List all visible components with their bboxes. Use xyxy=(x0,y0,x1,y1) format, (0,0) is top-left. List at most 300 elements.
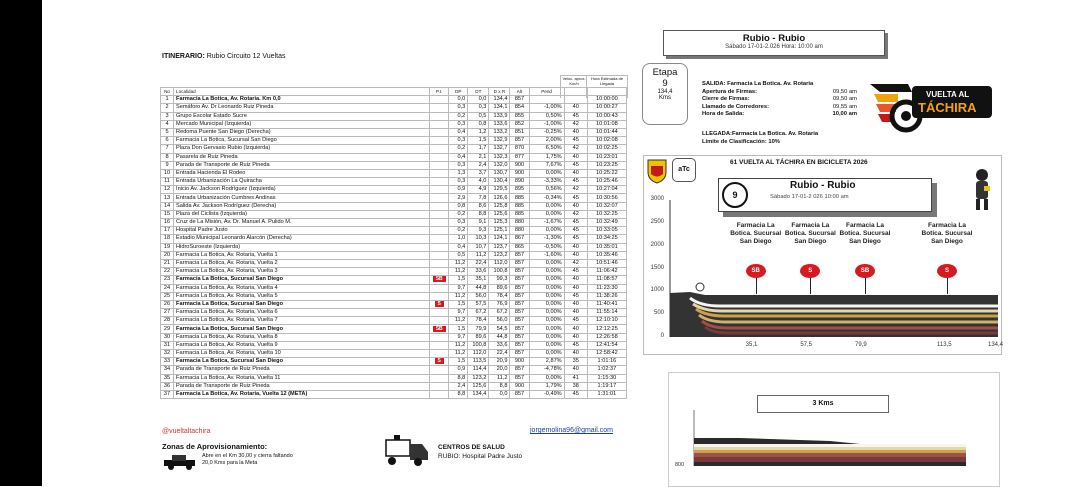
cell-location: Farmacia La Botica, Av. Rotaria, Vuelta 12 (META) xyxy=(174,390,430,398)
col-alt: Alt xyxy=(510,88,529,96)
cell-dt: 79,9 xyxy=(468,325,489,333)
cell-location: Parada de Transporte de Ruiz Pineda xyxy=(174,382,430,390)
cell-velocity: 40 xyxy=(564,333,587,341)
cell-pi xyxy=(430,341,449,349)
cell-alt: 857 xyxy=(510,292,529,300)
cell-dt: 4,0 xyxy=(468,178,489,186)
cell-dxr: 20,0 xyxy=(489,366,510,374)
table-row xyxy=(161,251,627,259)
svg-text:VUELTA AL: VUELTA AL xyxy=(926,90,970,99)
table-row xyxy=(161,202,627,210)
left-black-bar xyxy=(0,0,42,486)
cell-alt: 857 xyxy=(510,309,529,317)
table-row xyxy=(161,382,627,390)
cell-location: Estadio Municipal Leonardo Alarcón (Derecha) xyxy=(174,235,430,243)
cell-velocity: 42 xyxy=(564,210,587,218)
cell-dt: 56,0 xyxy=(468,292,489,300)
cell-location: Salida Av. Jackson Rodríguez (Derecha) xyxy=(174,202,430,210)
cell-velocity: 41 xyxy=(564,374,587,382)
cell-dt: 113,5 xyxy=(468,358,489,366)
cell-location: Farmacia La Botica, Av. Rotaria. Km 0,0 xyxy=(174,96,430,104)
cell-pend: 0,00% xyxy=(529,259,564,267)
cell-velocity: 40 xyxy=(564,153,587,161)
cell-alt: 857 xyxy=(510,251,529,259)
cell-dp: 2,4 xyxy=(449,382,468,390)
cell-dxr: 22,4 xyxy=(489,350,510,358)
cell-dp: 9,7 xyxy=(449,284,468,292)
cell-dp: 0,4 xyxy=(449,243,468,251)
cell-velocity: 40 xyxy=(564,169,587,177)
x-tick-label: 57,5 xyxy=(800,342,812,348)
cell-number: 15 xyxy=(161,210,174,218)
cell-pend: 0,00% xyxy=(529,169,564,177)
cell-alt: 854 xyxy=(510,104,529,112)
cell-dt: 123,2 xyxy=(468,374,489,382)
cell-alt: 857 xyxy=(510,276,529,284)
cell-alt: 857 xyxy=(510,284,529,292)
table-row xyxy=(161,268,627,276)
cell-time: 10:23:25 xyxy=(587,161,626,169)
cell-velocity: 45 xyxy=(564,341,587,349)
poi-badge: S xyxy=(800,264,820,278)
cell-number: 37 xyxy=(161,390,174,398)
cell-velocity: 45 xyxy=(564,227,587,235)
cell-pend: 0,00% xyxy=(529,374,564,382)
cell-pi xyxy=(430,186,449,194)
cell-location: Farmacia La Botica, Av. Rotaria, Vuelta 11 xyxy=(174,374,430,382)
cell-pend: 0,50% xyxy=(529,112,564,120)
cell-velocity: 40 xyxy=(564,104,587,112)
cell-pend: 0,00% xyxy=(529,325,564,333)
x-tick-label: 134,4 xyxy=(988,342,1004,348)
cell-number: 7 xyxy=(161,145,174,153)
poi-label: Farmacia La Botica. Sucursal San Diego xyxy=(730,222,782,245)
cell-pi xyxy=(430,120,449,128)
cell-pi xyxy=(430,178,449,186)
cell-dxr: 126,6 xyxy=(489,194,510,202)
cell-time: 12:12:25 xyxy=(587,325,626,333)
header-velocidad: Veloc. aprox. Km/h xyxy=(560,75,588,98)
cell-pi xyxy=(430,235,449,243)
cell-dt: 100,8 xyxy=(468,341,489,349)
cell-dp: 0,3 xyxy=(449,219,468,227)
cell-pi xyxy=(430,300,449,308)
mascot-icon xyxy=(971,168,993,212)
cell-dxr: 133,9 xyxy=(489,112,510,120)
cell-dxr: 125,8 xyxy=(489,202,510,210)
table-row xyxy=(161,194,627,202)
cell-velocity: 40 xyxy=(564,284,587,292)
poi-label: Farmacia La Botica. Sucursal San Diego xyxy=(784,222,836,245)
cell-pi xyxy=(430,194,449,202)
table-row xyxy=(161,276,627,284)
cell-dxr: 133,2 xyxy=(489,128,510,136)
cell-pi xyxy=(430,317,449,325)
cell-pi xyxy=(430,333,449,341)
cell-pend: -3,33% xyxy=(529,178,564,186)
cell-dt: 0,0 xyxy=(468,96,489,104)
cell-pend: 0,56% xyxy=(529,186,564,194)
cell-alt: 870 xyxy=(510,145,529,153)
departure-row: Cierre de Firmas: 09,50 am xyxy=(702,96,857,103)
cell-time: 12:10:10 xyxy=(587,317,626,325)
cell-number: 32 xyxy=(161,350,174,358)
cell-location: Pasarela de Ruiz Pineda xyxy=(174,153,430,161)
cell-location: Entrada Urbanización La Quiracha xyxy=(174,178,430,186)
cell-dt: 0,3 xyxy=(468,104,489,112)
cell-location: Redoma Puente San Diego (Derecha) xyxy=(174,128,430,136)
cell-pend: -1,00% xyxy=(529,104,564,112)
x-tick-label: 35,1 xyxy=(745,342,758,348)
table-row xyxy=(161,341,627,349)
cell-number: 36 xyxy=(161,382,174,390)
cell-dt: 10,7 xyxy=(468,243,489,251)
stage-label: Etapa xyxy=(652,67,678,78)
cell-velocity: 45 xyxy=(564,268,587,276)
cell-pi xyxy=(430,390,449,398)
cell-dxr: 123,7 xyxy=(489,243,510,251)
departure-row: Llamado de Corredores: 09,55 am xyxy=(702,103,857,110)
cell-velocity: 40 xyxy=(564,300,587,308)
cell-dxr: 134,1 xyxy=(489,104,510,112)
cell-pi xyxy=(430,161,449,169)
cell-dp: 0,9 xyxy=(449,366,468,374)
col-localidad: Localidad xyxy=(174,88,430,96)
cell-dxr: 8,8 xyxy=(489,382,510,390)
poi-badge: SB xyxy=(855,264,875,278)
cell-dxr: 130,7 xyxy=(489,169,510,177)
table-row xyxy=(161,153,627,161)
cell-alt: 857 xyxy=(510,325,529,333)
cell-dxr: 132,0 xyxy=(489,161,510,169)
table-row xyxy=(161,137,627,145)
cell-location: Hospital Padre Justo xyxy=(174,227,430,235)
health-centers xyxy=(438,443,522,461)
cell-dt: 0,5 xyxy=(468,112,489,120)
cell-alt: 885 xyxy=(510,202,529,210)
cell-number: 22 xyxy=(161,268,174,276)
cell-time: 10:32:49 xyxy=(587,219,626,227)
cell-time: 10:00:27 xyxy=(587,104,626,112)
finish-profile-ytick: 800 xyxy=(675,462,685,468)
cell-number: 2 xyxy=(161,104,174,112)
table-row xyxy=(161,366,627,374)
cell-dp: 0,2 xyxy=(449,210,468,218)
cell-dt: 89,6 xyxy=(468,333,489,341)
contact-email-link[interactable]: jorgemolina96@gmail.com xyxy=(530,427,613,434)
cell-dt: 67,2 xyxy=(468,309,489,317)
cell-velocity: 42 xyxy=(564,186,587,194)
cell-velocity: 45 xyxy=(564,178,587,186)
cell-dt: 9,3 xyxy=(468,227,489,235)
cell-pend: 0,00% xyxy=(529,300,564,308)
cell-velocity: 45 xyxy=(564,161,587,169)
cell-pend: 2,87% xyxy=(529,358,564,366)
table-row xyxy=(161,333,627,341)
cell-alt: 857 xyxy=(510,300,529,308)
cell-pend: 0,00% xyxy=(529,341,564,349)
cell-velocity: 45 xyxy=(564,235,587,243)
stage-distance: 134,4 xyxy=(657,89,673,95)
cell-alt: 857 xyxy=(510,366,529,374)
cell-dt: 4,9 xyxy=(468,186,489,194)
atc-logo-icon: aTc xyxy=(672,158,696,182)
y-tick-label: 2000 xyxy=(650,241,664,248)
itinerary-table xyxy=(160,87,627,399)
cell-pi xyxy=(430,309,449,317)
supply-zones-line1: Abre en el Km 30,00 y cierra faltando xyxy=(202,453,293,459)
cell-time: 10:23:01 xyxy=(587,153,626,161)
cell-location: Farmacia La Botica, Av. Rotaria, Vuelta 5 xyxy=(174,292,430,300)
sprint-badge: S xyxy=(435,301,444,307)
cell-pi xyxy=(430,112,449,120)
cell-location: Farmacia La Botica, Sucursal San Diego xyxy=(174,358,430,366)
cell-number: 16 xyxy=(161,219,174,227)
cell-alt: 855 xyxy=(510,112,529,120)
cell-time: 10:00:43 xyxy=(587,112,626,120)
table-row xyxy=(161,284,627,292)
cell-dxr: 54,5 xyxy=(489,325,510,333)
cell-alt: 857 xyxy=(510,374,529,382)
cell-number: 25 xyxy=(161,292,174,300)
cell-alt: 857 xyxy=(510,317,529,325)
cell-pend: -1,00% xyxy=(529,120,564,128)
cell-number: 8 xyxy=(161,153,174,161)
cell-dp: 1,5 xyxy=(449,300,468,308)
poi-badge: S xyxy=(937,264,957,278)
cell-number: 30 xyxy=(161,333,174,341)
table-row xyxy=(161,104,627,112)
cell-location: Parada de Transporte de Ruiz Pineda xyxy=(174,366,430,374)
cell-location: HidroSuroeste (Izquierda) xyxy=(174,243,430,251)
cell-pi xyxy=(430,219,449,227)
itinerary-label: ITINERARIO: xyxy=(162,53,205,60)
cell-dxr: 33,6 xyxy=(489,341,510,349)
poi-label: Farmacia La Botica. Sucursal San Diego xyxy=(921,222,973,245)
cell-number: 33 xyxy=(161,358,174,366)
cell-number: 6 xyxy=(161,137,174,145)
cell-number: 27 xyxy=(161,309,174,317)
departure-row: Apertura de Firmas: 09,50 am xyxy=(702,88,857,95)
cell-dp: 0,3 xyxy=(449,137,468,145)
cell-location: Farmacia La Botica, Sucursal San Diego xyxy=(174,300,430,308)
table-row xyxy=(161,210,627,218)
cell-pend: 1,79% xyxy=(529,382,564,390)
cell-pend: 1,75% xyxy=(529,153,564,161)
cell-velocity xyxy=(564,96,587,104)
table-row xyxy=(161,178,627,186)
departure-info xyxy=(702,81,857,119)
cell-pend: -1,60% xyxy=(529,251,564,259)
cell-dp: 1,0 xyxy=(449,235,468,243)
cell-dxr: 78,4 xyxy=(489,292,510,300)
cell-pi xyxy=(430,128,449,136)
cell-pi xyxy=(430,169,449,177)
cell-velocity: 42 xyxy=(564,259,587,267)
table-row xyxy=(161,317,627,325)
cell-number: 3 xyxy=(161,112,174,120)
cell-alt: 900 xyxy=(510,169,529,177)
cell-dt: 125,6 xyxy=(468,382,489,390)
cell-dxr: 99,3 xyxy=(489,276,510,284)
cell-time: 12:58:42 xyxy=(587,350,626,358)
cell-dt: 7,8 xyxy=(468,194,489,202)
cell-dxr: 125,6 xyxy=(489,210,510,218)
cell-time: 12:26:58 xyxy=(587,333,626,341)
cell-dxr: 132,7 xyxy=(489,145,510,153)
cell-pend: -4,78% xyxy=(529,366,564,374)
cell-pend: -0,50% xyxy=(529,243,564,251)
cell-time: 1:02:37 xyxy=(587,366,626,374)
cell-pi xyxy=(430,153,449,161)
cell-alt: 852 xyxy=(510,120,529,128)
cell-dxr: 132,9 xyxy=(489,137,510,145)
cell-number: 28 xyxy=(161,317,174,325)
cell-dt: 3,7 xyxy=(468,169,489,177)
cell-pi xyxy=(430,227,449,235)
cell-dt: 57,5 xyxy=(468,300,489,308)
table-row xyxy=(161,112,627,120)
header-hora: Hora Estimada de Llegada xyxy=(586,75,628,98)
cell-dxr: 124,1 xyxy=(489,235,510,243)
cell-alt: 857 xyxy=(510,350,529,358)
cell-location: Farmacia La Botica, Av. Rotaria, Vuelta 2 xyxy=(174,259,430,267)
supply-zones-line2: 20,0 Kms para la Meta xyxy=(202,460,258,466)
cell-dp: 0,2 xyxy=(449,112,468,120)
table-row xyxy=(161,374,627,382)
cell-pi xyxy=(430,243,449,251)
cell-location: Grupo Escolar Estado Sucre xyxy=(174,112,430,120)
cell-location: Farmacia La Botica, Av. Rotaria, Vuelta 8 xyxy=(174,333,430,341)
poi-badge: SB xyxy=(746,264,766,278)
cell-time: 10:01:44 xyxy=(587,128,626,136)
cell-velocity: 45 xyxy=(564,137,587,145)
cell-time: 10:33:05 xyxy=(587,227,626,235)
cell-time: 10:32:25 xyxy=(587,210,626,218)
cell-pi xyxy=(430,284,449,292)
cell-alt: 880 xyxy=(510,219,529,227)
poi-marker-line xyxy=(756,278,757,294)
cell-location: Farmacia La Botica, Av. Rotaria, Vuelta 6 xyxy=(174,309,430,317)
cell-time: 10:34:25 xyxy=(587,235,626,243)
cell-dp: 0,5 xyxy=(449,251,468,259)
cell-time: 10:35:46 xyxy=(587,251,626,259)
cell-dp: 8,8 xyxy=(449,390,468,398)
cell-velocity: 45 xyxy=(564,219,587,227)
cell-velocity: 45 xyxy=(564,390,587,398)
cell-dp: 0,4 xyxy=(449,153,468,161)
cell-time: 10:25:22 xyxy=(587,169,626,177)
cell-pi xyxy=(430,202,449,210)
cell-alt: 857 xyxy=(510,333,529,341)
cell-location: Parada de Transporte de Ruiz Pineda xyxy=(174,161,430,169)
cell-dxr: 130,4 xyxy=(489,178,510,186)
cell-time: 10:30:56 xyxy=(587,194,626,202)
cell-dt: 11,2 xyxy=(468,251,489,259)
finish-profile-label: 3 Kms xyxy=(757,395,889,413)
cell-dt: 44,8 xyxy=(468,284,489,292)
cell-location: Farmacia La Botica, Av. Rotaria, Vuelta 4 xyxy=(174,284,430,292)
table-row xyxy=(161,186,627,194)
y-tick-label: 2500 xyxy=(650,218,664,225)
cell-number: 1 xyxy=(161,96,174,104)
cell-pend: 0,00% xyxy=(529,284,564,292)
cell-velocity: 42 xyxy=(564,145,587,153)
cell-velocity: 40 xyxy=(564,325,587,333)
col-vel xyxy=(564,88,587,96)
table-row xyxy=(161,227,627,235)
cell-alt: 895 xyxy=(510,186,529,194)
cell-alt: 890 xyxy=(510,178,529,186)
table-row xyxy=(161,325,627,333)
cell-time: 10:02:25 xyxy=(587,145,626,153)
cell-alt: 857 xyxy=(510,259,529,267)
cell-pi xyxy=(430,276,449,284)
cell-dxr: 0,0 xyxy=(489,390,510,398)
cell-time: 10:25:46 xyxy=(587,178,626,186)
cell-number: 12 xyxy=(161,186,174,194)
cell-dxr: 123,2 xyxy=(489,251,510,259)
cell-velocity: 45 xyxy=(564,194,587,202)
cell-location: Mercado Municipal (Izquierda) xyxy=(174,120,430,128)
cell-time: 12:41:54 xyxy=(587,341,626,349)
cell-dt: 114,4 xyxy=(468,366,489,374)
cell-velocity: 38 xyxy=(564,382,587,390)
cell-location: Farmacia La Botica, Sucursal San Diego xyxy=(174,325,430,333)
sprint-badge: S xyxy=(435,358,444,364)
cell-location: Farmacia La Botica, Av. Rotaria, Vuelta 10 xyxy=(174,350,430,358)
cell-velocity: 45 xyxy=(564,292,587,300)
cell-location: Entrada Urbanización Cumbres Andinas xyxy=(174,194,430,202)
ambulance-icon xyxy=(380,432,430,468)
cell-number: 20 xyxy=(161,251,174,259)
cell-velocity: 45 xyxy=(564,112,587,120)
finish-profile xyxy=(668,372,1000,487)
cell-dt: 33,6 xyxy=(468,268,489,276)
cell-location: Farmacia La Botica, Av. Rotaria, Vuelta 9 xyxy=(174,341,430,349)
table-row xyxy=(161,309,627,317)
cell-dt: 78,4 xyxy=(468,317,489,325)
cell-dp: 11,2 xyxy=(449,350,468,358)
cell-number: 29 xyxy=(161,325,174,333)
cell-pi xyxy=(430,268,449,276)
cell-dp: 1,3 xyxy=(449,169,468,177)
cell-velocity: 40 xyxy=(564,128,587,136)
cell-pend: -0,49% xyxy=(529,390,564,398)
cell-location: Farmacia La Botica, Av. Rotaria, Vuelta 1 xyxy=(174,251,430,259)
cell-dxr: 67,2 xyxy=(489,309,510,317)
cell-velocity: 40 xyxy=(564,202,587,210)
cell-time: 11:23:30 xyxy=(587,284,626,292)
x-tick-label: 113,5 xyxy=(936,342,952,348)
supply-zones-text xyxy=(202,453,293,467)
table-row xyxy=(161,235,627,243)
x-tick-label: 79,9 xyxy=(854,342,867,348)
cell-pi xyxy=(430,137,449,145)
cell-dt: 8,6 xyxy=(468,202,489,210)
cell-time: 11:08:57 xyxy=(587,276,626,284)
cell-alt: 885 xyxy=(510,210,529,218)
cell-dxr: 44,8 xyxy=(489,333,510,341)
col-no: No xyxy=(161,88,174,96)
stage-distance-unit: Kms xyxy=(659,95,671,101)
cell-time: 10:01:08 xyxy=(587,120,626,128)
car-icon xyxy=(162,452,197,470)
cell-pend: 0,00% xyxy=(529,317,564,325)
cell-number: 31 xyxy=(161,341,174,349)
cell-location: Plaza del Ciclista (Izquierda) xyxy=(174,210,430,218)
y-tick-label: 500 xyxy=(653,310,664,317)
